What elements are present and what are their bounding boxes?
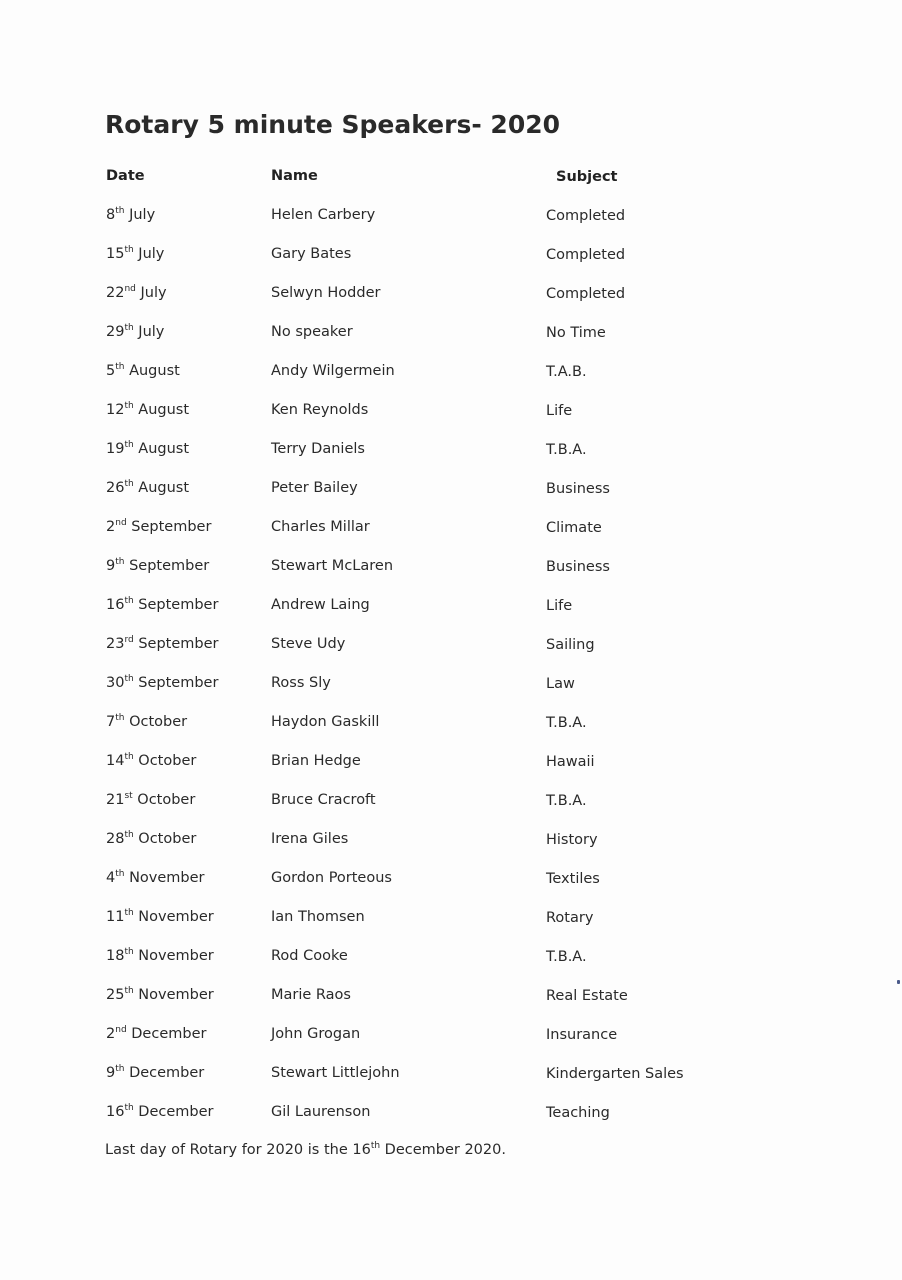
row-speaker-name: Gil Laurenson — [271, 1104, 371, 1120]
row-date — [106, 675, 218, 691]
row-date — [106, 948, 214, 964]
row-date — [106, 753, 196, 769]
table-row — [0, 519, 902, 558]
row-subject: Business — [546, 481, 610, 497]
row-date — [106, 324, 164, 340]
column-header-date: Date — [106, 168, 145, 184]
row-date — [106, 441, 189, 457]
row-speaker-name: Selwyn Hodder — [271, 285, 381, 301]
row-date-ordinal-suffix: th — [124, 440, 134, 450]
row-subject: Textiles — [546, 871, 600, 887]
row-date — [106, 1026, 206, 1042]
table-row — [0, 1026, 902, 1065]
table-row — [0, 558, 902, 597]
table-row — [0, 714, 902, 753]
row-speaker-name: Marie Raos — [271, 987, 351, 1003]
row-subject: History — [546, 832, 598, 848]
row-speaker-name: Ian Thomsen — [271, 909, 365, 925]
row-speaker-name: Charles Millar — [271, 519, 370, 535]
row-subject: Rotary — [546, 910, 594, 926]
row-subject: No Time — [546, 325, 606, 341]
row-date-day: 21 — [106, 792, 125, 808]
row-date-month: October — [138, 753, 197, 769]
row-date-month: September — [129, 558, 210, 574]
row-subject: Insurance — [546, 1027, 618, 1043]
row-subject: Hawaii — [546, 754, 595, 770]
row-speaker-name: Andy Wilgermein — [271, 363, 395, 379]
row-speaker-name: Gary Bates — [271, 246, 352, 262]
row-speaker-name: Ross Sly — [271, 675, 331, 691]
row-date-day: 23 — [106, 636, 125, 652]
row-date — [106, 1104, 214, 1120]
row-date — [106, 714, 187, 730]
table-row — [0, 987, 902, 1026]
row-date-ordinal-suffix: nd — [115, 518, 127, 528]
table-row — [0, 753, 902, 792]
row-date — [106, 597, 218, 613]
row-date-day: 29 — [106, 324, 125, 340]
row-date — [106, 519, 211, 535]
row-date — [106, 636, 218, 652]
table-row — [0, 948, 902, 987]
row-date-ordinal-suffix: th — [115, 869, 125, 879]
table-row — [0, 207, 902, 246]
row-date-ordinal-suffix: rd — [124, 635, 134, 645]
row-date-day: 16 — [106, 597, 125, 613]
row-date-ordinal-suffix: th — [115, 557, 125, 567]
row-subject: Sailing — [546, 637, 595, 653]
row-date-month: July — [138, 246, 165, 262]
row-date-ordinal-suffix: th — [115, 206, 125, 216]
row-subject: Kindergarten Sales — [546, 1066, 684, 1082]
row-date-day: 9 — [106, 1065, 116, 1081]
row-date-month: October — [129, 714, 188, 730]
row-date-ordinal-suffix: th — [124, 830, 134, 840]
row-date-day: 5 — [106, 363, 116, 379]
row-date-day: 19 — [106, 441, 125, 457]
table-row — [0, 909, 902, 948]
row-date-ordinal-suffix: th — [124, 752, 134, 762]
table-row — [0, 1065, 902, 1104]
row-date-month: July — [140, 285, 167, 301]
row-date — [106, 246, 164, 262]
row-subject: T.A.B. — [546, 364, 587, 380]
row-date-day: 28 — [106, 831, 125, 847]
row-date-day: 16 — [106, 1104, 125, 1120]
row-date-day: 22 — [106, 285, 125, 301]
row-date-day: 9 — [106, 558, 116, 574]
row-date-month: December — [138, 1104, 214, 1120]
row-subject: Completed — [546, 286, 626, 302]
row-date-day: 30 — [106, 675, 125, 691]
row-subject: Life — [546, 403, 573, 419]
row-subject: Teaching — [546, 1105, 610, 1121]
row-date — [106, 1065, 204, 1081]
row-date-day: 2 — [106, 1026, 116, 1042]
table-row — [0, 285, 902, 324]
row-date-ordinal-suffix: th — [124, 986, 134, 996]
row-date — [106, 480, 189, 496]
row-speaker-name: Andrew Laing — [271, 597, 370, 613]
row-speaker-name: Peter Bailey — [271, 480, 358, 496]
table-row — [0, 402, 902, 441]
row-subject: Completed — [546, 247, 626, 263]
row-subject: T.B.A. — [546, 793, 587, 809]
row-date-day: 14 — [106, 753, 125, 769]
footer-note — [105, 1142, 506, 1158]
row-date-month: October — [138, 831, 197, 847]
row-date-month: December — [129, 1065, 205, 1081]
row-date-month: September — [138, 597, 219, 613]
table-row — [0, 441, 902, 480]
row-date-ordinal-suffix: th — [124, 596, 134, 606]
row-speaker-name: No speaker — [271, 324, 353, 340]
row-date-ordinal-suffix: st — [124, 791, 133, 801]
row-date-ordinal-suffix: th — [124, 947, 134, 957]
row-date-ordinal-suffix: nd — [124, 284, 136, 294]
row-speaker-name: Helen Carbery — [271, 207, 376, 223]
row-date — [106, 207, 155, 223]
column-header-name: Name — [271, 168, 318, 184]
row-date-month: July — [138, 324, 165, 340]
table-row — [0, 480, 902, 519]
row-date — [106, 987, 214, 1003]
column-header-subject: Subject — [556, 169, 618, 185]
row-speaker-name: Brian Hedge — [271, 753, 361, 769]
row-subject: Completed — [546, 208, 626, 224]
row-date-day: 4 — [106, 870, 116, 886]
row-subject: Law — [546, 676, 575, 692]
table-row — [0, 870, 902, 909]
row-date-day: 2 — [106, 519, 116, 535]
row-date-ordinal-suffix: th — [124, 245, 134, 255]
footer-text-start: Last day of Rotary for 2020 is the 16 — [105, 1142, 371, 1158]
row-subject: Business — [546, 559, 610, 575]
row-date-day: 26 — [106, 480, 125, 496]
row-date-day: 11 — [106, 909, 125, 925]
page-title: Rotary 5 minute Speakers- 2020 — [105, 110, 561, 139]
row-date-month: September — [138, 636, 219, 652]
row-date-ordinal-suffix: th — [124, 479, 134, 489]
row-date-ordinal-suffix: th — [124, 323, 134, 333]
row-subject: Real Estate — [546, 988, 628, 1004]
scan-speck — [897, 980, 900, 984]
row-date-month: August — [138, 480, 190, 496]
row-date-ordinal-suffix: th — [124, 908, 134, 918]
row-date-ordinal-suffix: th — [124, 401, 134, 411]
table-row — [0, 324, 902, 363]
table-row — [0, 246, 902, 285]
table-row — [0, 1104, 902, 1143]
row-date-ordinal-suffix: th — [115, 1064, 125, 1074]
table-row — [0, 597, 902, 636]
table-row — [0, 363, 902, 402]
row-speaker-name: Haydon Gaskill — [271, 714, 380, 730]
row-date — [106, 558, 209, 574]
row-speaker-name: Ken Reynolds — [271, 402, 369, 418]
row-date-month: July — [129, 207, 156, 223]
row-date — [106, 363, 180, 379]
row-date-month: November — [138, 909, 214, 925]
row-speaker-name: John Grogan — [271, 1026, 361, 1042]
row-date-ordinal-suffix: th — [124, 1103, 134, 1113]
table-row — [0, 675, 902, 714]
row-date-month: December — [131, 1026, 207, 1042]
row-date — [106, 870, 205, 886]
table-row — [0, 831, 902, 870]
row-date-month: August — [129, 363, 180, 379]
row-subject: Life — [546, 598, 573, 614]
row-date-month: November — [138, 948, 214, 964]
row-date-month: November — [129, 870, 205, 886]
row-date-day: 12 — [106, 402, 125, 418]
row-speaker-name: Bruce Cracroft — [271, 792, 376, 808]
row-date-day: 18 — [106, 948, 125, 964]
row-date — [106, 402, 189, 418]
row-date-month: August — [138, 402, 190, 418]
row-speaker-name: Gordon Porteous — [271, 870, 392, 886]
row-subject: T.B.A. — [546, 442, 587, 458]
row-speaker-name: Steve Udy — [271, 636, 346, 652]
row-date-ordinal-suffix: th — [115, 713, 125, 723]
row-date-month: August — [138, 441, 190, 457]
row-speaker-name: Terry Daniels — [271, 441, 365, 457]
row-date-day: 8 — [106, 207, 116, 223]
row-date — [106, 909, 214, 925]
row-speaker-name: Stewart Littlejohn — [271, 1065, 400, 1081]
row-speaker-name: Irena Giles — [271, 831, 349, 847]
row-speaker-name: Rod Cooke — [271, 948, 348, 964]
row-subject: Climate — [546, 520, 602, 536]
row-date-month: October — [137, 792, 196, 808]
row-date — [106, 792, 195, 808]
row-date-day: 15 — [106, 246, 125, 262]
row-date-ordinal-suffix: th — [115, 362, 125, 372]
footer-text-end: December 2020. — [380, 1142, 506, 1158]
row-date-day: 7 — [106, 714, 116, 730]
row-date — [106, 831, 196, 847]
footer-ordinal-suffix: th — [370, 1141, 381, 1151]
row-date-ordinal-suffix: nd — [115, 1025, 127, 1035]
row-date-ordinal-suffix: th — [124, 674, 134, 684]
row-date-month: September — [138, 675, 219, 691]
row-subject: T.B.A. — [546, 715, 587, 731]
row-date — [106, 285, 167, 301]
table-row — [0, 636, 902, 675]
table-row — [0, 792, 902, 831]
row-date-month: September — [131, 519, 212, 535]
row-speaker-name: Stewart McLaren — [271, 558, 394, 574]
row-date-day: 25 — [106, 987, 125, 1003]
row-subject: T.B.A. — [546, 949, 587, 965]
row-date-month: November — [138, 987, 214, 1003]
